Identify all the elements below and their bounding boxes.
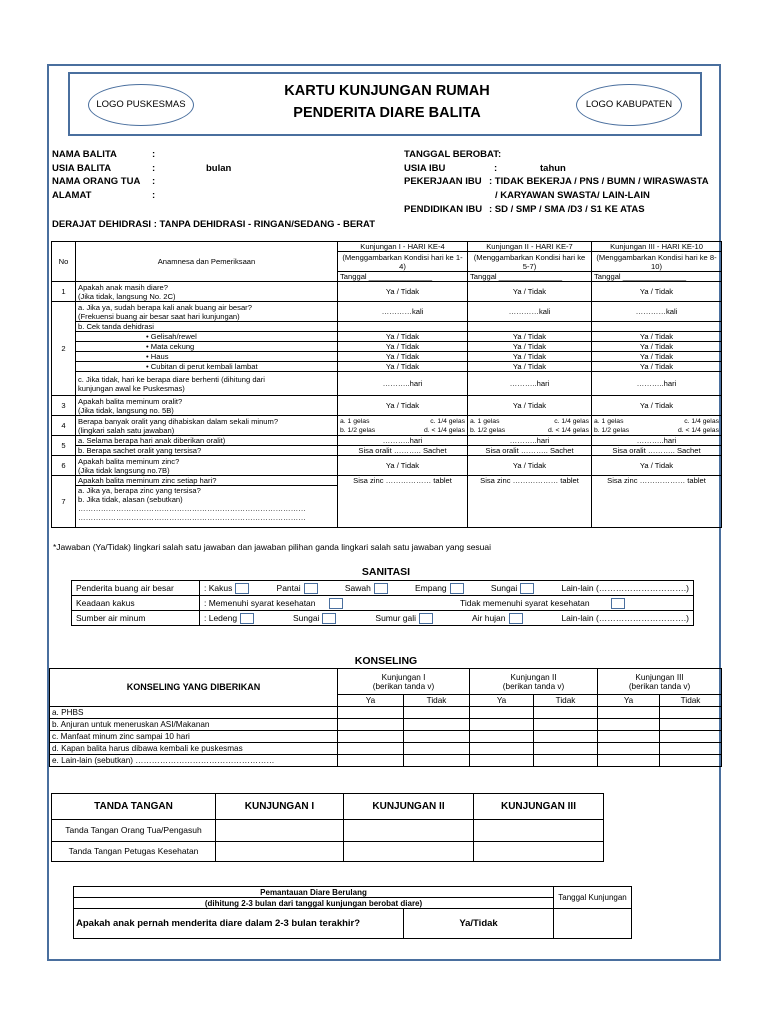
option-memenuhi: : Memenuhi syarat kesehatan (204, 597, 316, 608)
gelas-a[interactable]: a. 1 gelas (594, 417, 624, 425)
table-row (50, 719, 722, 731)
answer-cell[interactable]: …………kali (338, 302, 468, 322)
visit-title: Kunjungan I (381, 672, 426, 682)
option-sungai: Sungai (490, 582, 518, 593)
visit-2-desc: (Menggambarkan Kondisi hari ke 5-7) (468, 252, 592, 272)
answer-cell[interactable]: …………kali (468, 302, 592, 322)
visit-3-desc: (Menggambarkan Kondisi hari ke 8-10) (592, 252, 722, 272)
checkbox-memenuhi[interactable] (329, 598, 343, 609)
gelas-b[interactable]: b. 1/2 gelas (594, 426, 630, 434)
q3-text: Apakah balita meminum oralit? (78, 396, 183, 406)
checkbox-sumur-gali[interactable] (419, 613, 433, 624)
checkbox-air-hujan[interactable] (509, 613, 523, 624)
sanitasi-label: Penderita buang air besar (72, 581, 200, 596)
gelas-a[interactable]: a. 1 gelas (470, 417, 500, 425)
konseling-col-label: KONSELING YANG DIBERIKAN (50, 669, 338, 707)
check-cell[interactable] (598, 707, 660, 719)
followup-table (73, 886, 632, 939)
table-row (52, 332, 722, 342)
signature-table (51, 793, 604, 862)
check-cell[interactable] (534, 719, 598, 731)
row-num: 1 (52, 282, 76, 302)
sanitasi-options (200, 581, 694, 596)
check-cell[interactable] (404, 707, 470, 719)
q7b-text: b. Jika tidak, alasan (sebutkan) (78, 495, 183, 504)
visit-sub: (berikan tanda v) (372, 681, 435, 691)
sign-label: Cubitan di perut kembali lambat (150, 362, 258, 371)
konseling-visit-1 (338, 669, 470, 695)
gelas-c[interactable]: c. 1/4 gelas (554, 417, 589, 425)
q7-reason-line[interactable]: ……………………………………………………………………………… (78, 504, 306, 513)
table-row (52, 282, 722, 302)
answer-cell[interactable]: Ya / Tidak (468, 282, 592, 302)
konseling-visit-2 (470, 669, 598, 695)
signature-orang-tua-label: Tanda Tangan Orang Tua/Pengasuh (52, 820, 216, 842)
signature-k1: KUNJUNGAN I (216, 794, 344, 820)
pekerjaan-options-1: : TIDAK BEKERJA / PNS / BUMN / WIRASWASTA (489, 176, 709, 187)
table-row (52, 342, 722, 352)
dehidrasi-sign: • Cubitan di perut kembali lambat (76, 362, 338, 372)
answer-cell[interactable]: Ya / Tidak (468, 396, 592, 416)
question-5b: b. Berapa sachet oralit yang tersisa? (76, 446, 338, 456)
check-cell[interactable] (338, 731, 404, 743)
answer-cell[interactable]: Sisa zinc ……………… tablet (592, 476, 722, 528)
dehidrasi-sign: • Gelisah/rewel (76, 332, 338, 342)
table-row (52, 820, 604, 842)
option-lain-lain[interactable]: Lain-lain (………………………….) (561, 582, 689, 593)
q1-note: (Jika tidak, langsung No. 2C) (78, 291, 176, 301)
logo-puskesmas (88, 84, 194, 126)
label-pendidikan-ibu: PENDIDIKAN IBU (404, 204, 483, 215)
signature-cell[interactable] (474, 842, 604, 862)
checkbox-kakus[interactable] (235, 583, 249, 594)
derajat-dehidrasi: DERAJAT DEHIDRASI : TANPA DEHIDRASI - RINGAN/SEDANG - BERAT (52, 219, 376, 230)
dehidrasi-sign: • Mata cekung (76, 342, 338, 352)
check-cell[interactable] (660, 755, 722, 767)
label-tanggal-berobat: TANGGAL BEROBAT: (404, 149, 502, 160)
col-tidak: Tidak (534, 695, 598, 707)
answer-cell[interactable]: Ya / Tidak (592, 332, 722, 342)
colon: : (152, 190, 156, 201)
konseling-table (49, 668, 722, 767)
question-2a (76, 302, 338, 322)
signature-head: TANDA TANGAN (52, 794, 216, 820)
signature-petugas-label: Tanda Tangan Petugas Kesehatan (52, 842, 216, 862)
visit-2-title: Kunjungan II - HARI KE-7 (468, 242, 592, 252)
konseling-item: a. PHBS (50, 707, 338, 719)
visit-title: Kunjungan III (635, 672, 684, 682)
konseling-item: c. Manfaat minum zinc sampai 10 hari (50, 731, 338, 743)
q2a-text: a. Jika ya, sudah berapa kali anak buang air besar? (78, 302, 252, 312)
table-row (52, 302, 722, 322)
table-row (50, 755, 722, 767)
row-num: 3 (52, 396, 76, 416)
followup-question: Apakah anak pernah menderita diare dalam 2-3 bulan terakhir? (74, 909, 404, 939)
check-cell[interactable] (338, 719, 404, 731)
answer-cell[interactable]: Ya / Tidak (592, 396, 722, 416)
check-cell[interactable] (660, 719, 722, 731)
table-row (72, 611, 694, 626)
checkbox-empang[interactable] (450, 583, 464, 594)
pekerjaan-options-2: / KARYAWAN SWASTA/ LAIN-LAIN (495, 190, 650, 201)
table-row (52, 322, 722, 332)
dehidrasi-sign: • Haus (76, 352, 338, 362)
sanitasi-label: Sumber air minum (72, 611, 200, 626)
q6-text: Apakah balita meminum zinc? (78, 456, 180, 466)
visit-3-title: Kunjungan III - HARI KE-10 (592, 242, 722, 252)
unit-bulan: bulan (206, 163, 232, 174)
logo-kabupaten (576, 84, 682, 126)
check-cell[interactable] (534, 707, 598, 719)
answer-cell[interactable]: Sisa oralit ……….. Sachet (468, 446, 592, 456)
check-cell[interactable] (534, 743, 598, 755)
answer-cell[interactable]: Ya / Tidak (592, 352, 722, 362)
answer-cell[interactable]: Ya / Tidak (468, 332, 592, 342)
q2a-note: (Frekuensi buang air besar saat hari kunjungan) (78, 311, 240, 321)
table-row (52, 396, 722, 416)
table-row (52, 362, 722, 372)
visit-1-tanggal[interactable]: Tanggal _______________ (338, 272, 468, 282)
check-cell[interactable] (470, 707, 534, 719)
label-usia-balita: USIA BALITA (52, 163, 112, 174)
check-cell[interactable] (470, 755, 534, 767)
check-cell[interactable] (338, 743, 404, 755)
col-anamnesa: Anamnesa dan Pemeriksaan (76, 242, 338, 282)
check-cell[interactable] (404, 719, 470, 731)
table-row (52, 842, 604, 862)
sanitasi-options (200, 596, 694, 611)
q3-note: (Jika tidak, langsung no. 5B) (78, 405, 174, 415)
answer-cell[interactable]: ………..hari (338, 436, 468, 446)
answer-cell[interactable]: Ya / Tidak (338, 396, 468, 416)
label-pekerjaan-ibu: PEKERJAAN IBU (404, 176, 482, 187)
checkbox-pantai[interactable] (304, 583, 318, 594)
answer-cell[interactable]: Ya / Tidak (468, 352, 592, 362)
form-page (47, 64, 721, 961)
form-header (68, 72, 702, 136)
option-kakus: : Kakus (204, 582, 233, 593)
logo-kabupaten-text: LOGO KABUPATEN (585, 99, 673, 110)
title-line-2: PENDERITA DIARE BALITA (293, 105, 481, 121)
option-ledeng: : Ledeng (204, 612, 238, 623)
answer-cell[interactable]: Ya / Tidak (592, 362, 722, 372)
table-row (52, 446, 722, 456)
table-row (50, 731, 722, 743)
konseling-title: KONSELING (354, 655, 418, 667)
gelas-options[interactable] (468, 416, 592, 436)
answer-cell[interactable]: Ya / Tidak (338, 282, 468, 302)
answer-cell[interactable]: Ya / Tidak (338, 456, 468, 476)
check-cell[interactable] (404, 755, 470, 767)
q7-reason-line[interactable]: ……………………………………………………………………………… (78, 513, 306, 522)
check-cell[interactable] (338, 707, 404, 719)
answer-cell[interactable]: Ya / Tidak (468, 362, 592, 372)
col-ya: Ya (470, 695, 534, 707)
form-title (220, 80, 554, 124)
footnote: *Jawaban (Ya/Tidak) lingkari salah satu jawaban dan jawaban pilihan ganda lingkari salah satu jawaban yang sesuai (53, 542, 492, 552)
check-cell[interactable] (534, 731, 598, 743)
question-6 (76, 456, 338, 476)
q7a-text: a. Jika ya, berapa zinc yang tersisa? (78, 486, 201, 495)
table-row (52, 456, 722, 476)
q6-note: (Jika tidak langsung no.7B) (78, 465, 170, 475)
signature-cell[interactable] (344, 842, 474, 862)
col-ya: Ya (338, 695, 404, 707)
answer-cell[interactable]: ………..hari (338, 372, 468, 396)
option-sungai: Sungai (293, 612, 320, 623)
table-row (72, 596, 694, 611)
gelas-d[interactable]: d. < 1/4 gelas (547, 426, 589, 434)
answer-cell[interactable]: …………kali (592, 302, 722, 322)
sanitasi-label: Keadaan kakus (72, 596, 200, 611)
answer-cell[interactable]: Ya / Tidak (468, 456, 592, 476)
check-cell[interactable] (598, 755, 660, 767)
check-cell[interactable] (534, 755, 598, 767)
answer-cell (592, 322, 722, 332)
q2c-note: kunjungan awal ke Puskesmas) (78, 383, 185, 393)
col-tidak: Tidak (660, 695, 722, 707)
visit-1-title: Kunjungan I - HARI KE-4 (338, 242, 468, 252)
row-num: 6 (52, 456, 76, 476)
check-cell[interactable] (470, 719, 534, 731)
question-2b: b. Cek tanda dehidrasi (76, 322, 338, 332)
konseling-item: e. Lain-lain (sebutkan) …………………………………………… (50, 755, 338, 767)
checkbox-ledeng[interactable] (240, 613, 254, 624)
checkbox-sawah[interactable] (374, 583, 388, 594)
row-num: 2 (52, 302, 76, 396)
visit-sub: (berikan tanda v) (502, 681, 565, 691)
check-cell[interactable] (660, 707, 722, 719)
check-cell[interactable] (660, 743, 722, 755)
check-cell[interactable] (598, 731, 660, 743)
question-3 (76, 396, 338, 416)
sanitasi-table (71, 580, 694, 626)
row-num: 4 (52, 416, 76, 436)
check-cell[interactable] (404, 743, 470, 755)
q1-text: Apakah anak masih diare? (78, 282, 168, 292)
row-num: 5 (52, 436, 76, 456)
question-5a: a. Selama berapa hari anak diberikan oralit) (76, 436, 338, 446)
pendidikan-options: : SD / SMP / SMA /D3 / S1 KE ATAS (489, 204, 645, 215)
followup-answer[interactable]: Ya/Tidak (404, 909, 554, 939)
answer-cell[interactable]: Ya / Tidak (338, 332, 468, 342)
gelas-a[interactable]: a. 1 gelas (340, 417, 370, 425)
konseling-item: b. Anjuran untuk meneruskan ASI/Makanan (50, 719, 338, 731)
answer-cell (468, 322, 592, 332)
gelas-options[interactable] (592, 416, 722, 436)
row-num: 7 (52, 476, 76, 528)
konseling-visit-3 (598, 669, 722, 695)
followup-tanggal: Tanggal Kunjungan (554, 887, 632, 909)
col-tidak: Tidak (404, 695, 470, 707)
check-cell[interactable] (660, 731, 722, 743)
check-cell[interactable] (598, 743, 660, 755)
answer-cell[interactable]: Ya / Tidak (338, 362, 468, 372)
answer-cell[interactable]: Ya / Tidak (592, 456, 722, 476)
signature-k3: KUNJUNGAN III (474, 794, 604, 820)
followup-date-cell[interactable] (554, 909, 632, 939)
answer-cell[interactable]: Ya / Tidak (338, 352, 468, 362)
visit-1-desc: (Menggambarkan Kondisi hari ke 1-4) (338, 252, 468, 272)
visit-2-tanggal[interactable]: Tanggal _______________ (468, 272, 592, 282)
sanitasi-options (200, 611, 694, 626)
label-alamat: ALAMAT (52, 190, 92, 201)
question-1 (76, 282, 338, 302)
answer-cell (338, 322, 468, 332)
signature-cell[interactable] (216, 842, 344, 862)
check-cell[interactable] (470, 731, 534, 743)
table-row (52, 372, 722, 396)
answer-cell[interactable]: Ya / Tidak (468, 342, 592, 352)
label-usia-ibu: USIA IBU (404, 163, 446, 174)
option-air-hujan: Air hujan (471, 612, 506, 623)
answer-cell[interactable]: ………..hari (468, 372, 592, 396)
check-cell[interactable] (470, 743, 534, 755)
checkbox-sungai[interactable] (520, 583, 534, 594)
option-sawah: Sawah (344, 582, 371, 593)
table-row (52, 436, 722, 446)
sign-label: Haus (150, 352, 169, 361)
answer-cell[interactable]: Sisa zinc ……………… tablet (338, 476, 468, 528)
colon: : (152, 176, 156, 187)
answer-cell[interactable]: ………..hari (468, 436, 592, 446)
option-sumur-gali: Sumur gali (375, 612, 417, 623)
gelas-b[interactable]: b. 1/2 gelas (340, 426, 376, 434)
label-nama-orang-tua: NAMA ORANG TUA (52, 176, 141, 187)
table-row (50, 743, 722, 755)
colon: : (152, 163, 156, 174)
visit-3-tanggal[interactable]: Tanggal _______________ (592, 272, 722, 282)
answer-cell[interactable]: Sisa oralit ……….. Sachet (338, 446, 468, 456)
question-7-details (76, 486, 338, 528)
col-ya: Ya (598, 695, 660, 707)
gelas-options[interactable] (338, 416, 468, 436)
table-row (50, 707, 722, 719)
signature-cell[interactable] (216, 820, 344, 842)
question-4 (76, 416, 338, 436)
q4-note: (lingkari salah satu jawaban) (78, 425, 175, 435)
signature-k2: KUNJUNGAN II (344, 794, 474, 820)
question-7: Apakah balita meminum zinc setiap hari? (76, 476, 338, 486)
title-line-1: KARTU KUNJUNGAN RUMAH (284, 83, 490, 99)
checkbox-sungai[interactable] (322, 613, 336, 624)
colon: : (152, 149, 156, 160)
option-lain-lain[interactable]: Lain-lain (………………………….) (561, 612, 689, 623)
logo-puskesmas-text: LOGO PUSKESMAS (96, 99, 186, 110)
followup-title: Pemantauan Diare Berulang (74, 887, 554, 898)
gelas-d[interactable]: d. < 1/4 gelas (423, 426, 465, 434)
gelas-d[interactable]: d. < 1/4 gelas (677, 426, 719, 434)
visit-table (51, 241, 722, 528)
sanitasi-title: SANITASI (361, 566, 411, 578)
sign-label: Mata cekung (150, 342, 195, 351)
gelas-c[interactable]: c. 1/4 gelas (430, 417, 465, 425)
answer-cell[interactable]: Ya / Tidak (592, 342, 722, 352)
option-tidak-memenuhi: Tidak memenuhi syarat kesehatan (460, 597, 590, 608)
answer-cell[interactable]: Ya / Tidak (592, 282, 722, 302)
check-cell[interactable] (404, 731, 470, 743)
unit-tahun: tahun (540, 163, 566, 174)
answer-cell[interactable]: Ya / Tidak (338, 342, 468, 352)
gelas-c[interactable]: c. 1/4 gelas (684, 417, 719, 425)
table-row (52, 416, 722, 436)
q2c-text: c. Jika tidak, hari ke berapa diare berhenti (dihitung dari (78, 374, 265, 384)
q4-text: Berapa banyak oralit yang dihabiskan dalam sekali minum? (78, 416, 279, 426)
checkbox-tidak-memenuhi[interactable] (611, 598, 625, 609)
table-row (52, 476, 722, 486)
signature-cell[interactable] (474, 820, 604, 842)
col-no: No (52, 242, 76, 282)
answer-cell[interactable]: Sisa oralit ……….. Sachet (592, 446, 722, 456)
visit-sub: (berikan tanda v) (628, 681, 691, 691)
signature-cell[interactable] (344, 820, 474, 842)
table-row (52, 352, 722, 362)
question-2c (76, 372, 338, 396)
colon: : (494, 163, 498, 174)
answer-cell[interactable]: Sisa zinc ……………… tablet (468, 476, 592, 528)
option-pantai: Pantai (276, 582, 301, 593)
answer-cell[interactable]: ………..hari (592, 436, 722, 446)
sign-label: Gelisah/rewel (150, 332, 197, 341)
konseling-item: d. Kapan balita harus dibawa kembali ke puskesmas (50, 743, 338, 755)
followup-subtitle: (dihitung 2-3 bulan dari tanggal kunjungan berobat diare) (74, 898, 554, 909)
gelas-b[interactable]: b. 1/2 gelas (470, 426, 506, 434)
check-cell[interactable] (598, 719, 660, 731)
visit-title: Kunjungan II (510, 672, 557, 682)
table-row (72, 581, 694, 596)
check-cell[interactable] (338, 755, 404, 767)
answer-cell[interactable]: ………..hari (592, 372, 722, 396)
label-nama-balita: NAMA BALITA (52, 149, 117, 160)
option-empang: Empang (414, 582, 447, 593)
